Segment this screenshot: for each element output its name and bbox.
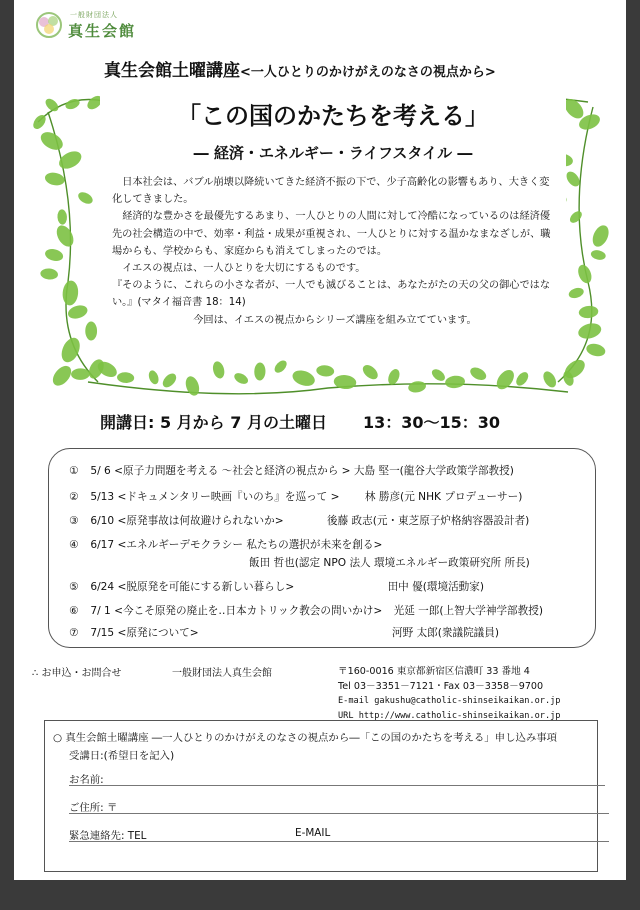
lecture-item	[69, 463, 514, 478]
lecture-date: 5/ 6	[90, 465, 111, 477]
lecture-date: 6/24	[90, 581, 115, 593]
vine-leaf	[147, 369, 160, 386]
vine-leaf	[407, 380, 426, 394]
logo-emblem-icon	[34, 10, 64, 40]
form-name-line[interactable]	[69, 785, 605, 786]
lecture-number: ⑦	[69, 627, 79, 639]
contact-address: 〒160-0016 東京都新宿区信濃町 33 番地 4	[338, 666, 530, 677]
contact-phone: Tel 03－3351－7121・Fax 03－3358－9700	[338, 681, 544, 692]
vine-leaf	[40, 268, 59, 281]
form-date-label: 受講日:(希望日を記入)	[69, 750, 175, 762]
lecture-speaker: 河野 太郎(衆議院議員)	[392, 627, 500, 639]
vine-leaf	[57, 209, 68, 225]
intro-paragraph: イエスの視点は、一人ひとりを大切にするものです。	[122, 263, 366, 275]
logo-subtext: 一般財団法人	[70, 11, 118, 19]
vine-leaf	[290, 368, 316, 389]
intro-paragraph: 経済的な豊かさを最優先するあまり、一人ひとりの人間に対して冷酷になっているのは経済優先の社会構造の中で、効率・利益・成果が重視され、一人ひとりに対する温かなまなざしが、職場からも、学校からも、家庭からも消えてしまったのでは。	[112, 211, 551, 257]
lecture-number: ③	[69, 515, 79, 527]
vine-leaf	[44, 247, 65, 262]
vine-leaf	[58, 335, 83, 365]
lecture-speaker: 後藤 政志(元・東芝原子炉格納容器設計者)	[327, 515, 530, 527]
lecture-title: <原発について>	[117, 627, 199, 639]
form-title: ○ 真生会館土曜講座 ―一人ひとりのかけがえのなさの視点から―「この国のかたちを考える」申し込み事項	[53, 732, 558, 744]
lecture-item	[69, 625, 499, 640]
vine-leaf	[590, 223, 612, 249]
form-email-label: E-MAIL	[295, 827, 331, 839]
form-emergency-label: 緊急連絡先: TEL	[69, 830, 147, 842]
lecture-number: ⑥	[69, 605, 79, 617]
lecture-title: <エネルギーデモクラシー 私たちの選択が未来を創る>	[117, 539, 383, 551]
lecture-speaker: 飯田 哲也(認定 NPO 法人 環境エネルギー政策研究所 所長)	[249, 557, 530, 569]
vine-leaf	[76, 190, 94, 206]
vine-leaf	[316, 364, 335, 377]
lecture-speaker: 林 勝彦(元 NHK プロデューサー)	[364, 491, 523, 503]
intro-paragraph: 日本社会は、バブル崩壊以降続いてきた経済不振の下で、少子高齢化の影響もあり、大きく変化してきました。	[112, 177, 550, 206]
contact-url: URL http://www.catholic-shinseikaikan.or.jp	[338, 711, 561, 721]
lecture-number: ⑤	[69, 581, 79, 593]
vine-leaf	[568, 209, 584, 225]
series-name: 真生会館土曜講座	[104, 61, 240, 81]
lecture-date: 7/ 1	[90, 605, 111, 617]
vine-leaf	[576, 263, 594, 285]
lecture-speaker: 田中 優(環境活動家)	[387, 581, 484, 593]
vine-leaf	[66, 303, 89, 321]
vine-leaf	[514, 370, 531, 388]
vine-leaf	[62, 280, 80, 306]
vine-leaf	[590, 249, 607, 261]
lecture-item	[69, 603, 543, 618]
vine-leaf	[386, 367, 402, 386]
lecture-schedule	[48, 448, 596, 648]
vine-leaf	[160, 371, 179, 390]
intro-closing: 今回は、イエスの視点からシリーズ講座を組み立てています。	[193, 314, 477, 326]
vine-leaf	[38, 129, 66, 154]
vine-leaf	[254, 362, 266, 380]
form-name-label: お名前:	[69, 774, 104, 786]
lecture-title: <脱原発を可能にする新しい暮らし>	[117, 581, 295, 593]
vine-leaf	[56, 148, 84, 172]
logo-name: 真生会館	[68, 22, 137, 40]
vine-leaf	[430, 367, 447, 383]
lecture-item	[69, 537, 382, 552]
scripture-quote: 『そのように、これらの小さな者が、一人でも滅びることは、あなたがたの天の父の御心ではない。』(マタイ福音書 18：14)	[112, 280, 551, 309]
lecture-title: <原子力問題を考える ～社会と経済の視点から >	[114, 465, 351, 477]
vine-leaf	[85, 321, 97, 340]
form-contact-line[interactable]	[69, 841, 609, 842]
contact-label: ∴ お申込・お問合せ	[32, 668, 122, 679]
vine-leaf	[578, 305, 599, 319]
vine-leaf	[232, 371, 249, 386]
lecture-title: <今こそ原発の廃止を‥日本カトリック教会の問いかけ>	[114, 605, 383, 617]
form-address-label: ご住所: 〒	[69, 802, 118, 814]
vine-leaf	[567, 286, 585, 300]
lecture-number: ①	[69, 465, 79, 477]
page-title: 「この国のかたちを考える」	[177, 102, 489, 130]
lecture-date: 6/10	[90, 515, 115, 527]
lecture-title: <原発事故は何故避けられないか>	[117, 515, 284, 527]
lecture-item	[69, 489, 522, 504]
series-subtitle: <一人ひとりのかけがえのなさの視点から>	[240, 65, 496, 80]
contact-email: E-mail gakushu@catholic-shinseikaikan.or.jp	[338, 696, 561, 706]
lecture-item	[69, 513, 529, 528]
vine-leaf	[211, 360, 226, 380]
lecture-date: 6/17	[90, 539, 115, 551]
schedule-dates: 開講日: 5 月から 7 月の土曜日	[100, 413, 327, 432]
vine-leaf	[360, 362, 380, 382]
vine-leaf	[577, 321, 603, 341]
vine-leaf	[493, 367, 517, 393]
intro-text	[112, 174, 558, 329]
vine-leaf	[468, 365, 488, 383]
lecture-speaker-line	[249, 555, 530, 570]
lecture-number: ②	[69, 491, 79, 503]
lecture-date: 7/15	[90, 627, 115, 639]
schedule-heading	[100, 410, 500, 433]
form-address-line[interactable]	[69, 813, 609, 814]
contact-organization: 一般財団法人真生会館	[172, 668, 272, 679]
lecture-number: ④	[69, 539, 79, 551]
vine-leaf	[117, 372, 135, 384]
vine-leaf	[541, 369, 559, 389]
intro-panel	[100, 86, 566, 358]
page-subtitle: ― 経済・エネルギー・ライフスタイル ―	[193, 144, 473, 162]
lecture-item	[69, 579, 484, 594]
vine-leaf	[272, 358, 289, 375]
lecture-speaker: 光延 一郎(上智大学神学部教授)	[393, 605, 543, 617]
lecture-date: 5/13	[90, 491, 115, 503]
vine-leaf	[44, 171, 66, 187]
vine-leaf	[585, 342, 607, 358]
schedule-time: 13：30～15：30	[362, 413, 501, 432]
contact-details	[338, 664, 560, 724]
vine-leaf	[183, 375, 201, 398]
vine-leaf	[445, 375, 466, 389]
vine-leaf	[49, 362, 75, 389]
vine-leaf	[64, 97, 81, 111]
application-form	[44, 720, 598, 872]
flyer-page	[14, 0, 626, 880]
vine-leaf	[53, 223, 77, 250]
lecture-speaker: 大島 堅一(龍谷大学政策学部教授)	[353, 465, 514, 477]
lecture-title: <ドキュメンタリー映画『いのち』を巡って >	[117, 491, 340, 503]
series-heading	[104, 56, 496, 81]
